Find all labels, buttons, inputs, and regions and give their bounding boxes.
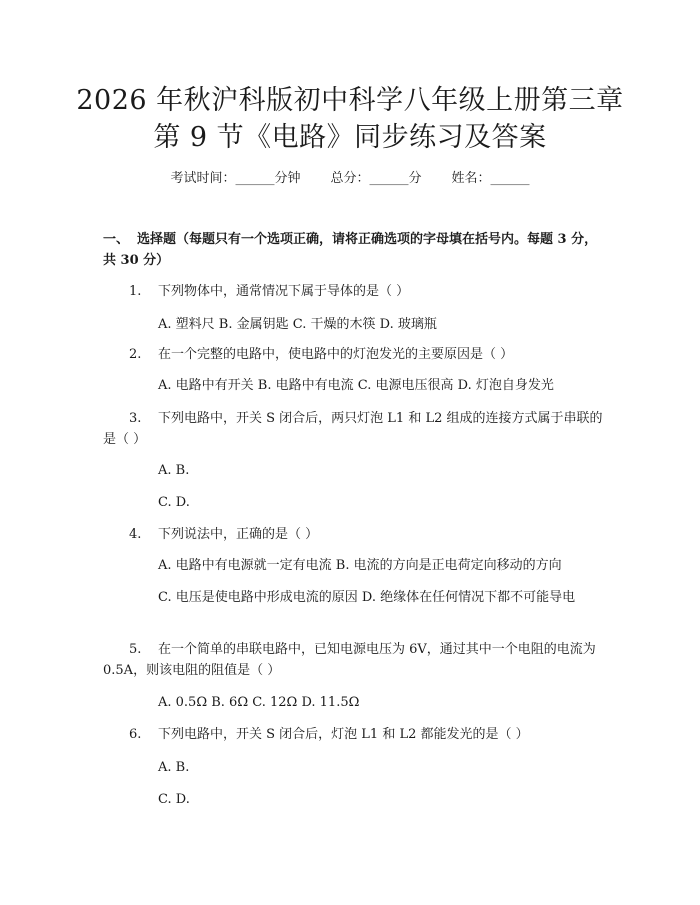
question-number: 3. bbox=[129, 411, 142, 426]
question-3-options-cd: C. D. bbox=[158, 495, 190, 510]
question-text: 在一个完整的电路中，使电路中的灯泡发光的主要原因是（ ） bbox=[158, 347, 514, 362]
question-1 bbox=[103, 281, 603, 302]
question-4 bbox=[103, 524, 603, 545]
exam-time-field: 考试时间：______分钟 bbox=[170, 171, 301, 186]
student-name-field: 姓名：______ bbox=[451, 171, 530, 186]
question-3 bbox=[103, 408, 603, 450]
section-number: 一、 bbox=[103, 232, 130, 247]
question-2 bbox=[103, 344, 603, 365]
question-2-options: A. 电路中有开关 B. 电路中有电流 C. 电源电压很高 D. 灯泡自身发光 bbox=[158, 378, 554, 393]
question-text: 下列电路中，开关 S 闭合后，灯泡 L1 和 L2 都能发光的是（ ） bbox=[158, 727, 529, 742]
question-4-options-cd: C. 电压是使电路中形成电流的原因 D. 绝缘体在任何情况下都不可能导电 bbox=[158, 590, 576, 605]
question-text: 下列说法中，正确的是（ ） bbox=[158, 527, 319, 542]
question-number: 4. bbox=[129, 527, 142, 542]
question-number: 1. bbox=[129, 284, 142, 299]
total-score-field: 总分：______分 bbox=[330, 171, 422, 186]
question-4-options-ab: A. 电路中有电源就一定有电流 B. 电流的方向是正电荷定向移动的方向 bbox=[158, 558, 562, 573]
question-text: 在一个简单的串联电路中，已知电源电压为 6V，通过其中一个电阻的电流为 0.5A，则该电阻的阻值是（ ） bbox=[103, 642, 596, 678]
question-6 bbox=[103, 724, 603, 745]
section-heading bbox=[103, 229, 603, 271]
document-title-line-1: 2026 年秋沪科版初中科学八年级上册第三章 bbox=[76, 85, 624, 116]
question-number: 2. bbox=[129, 347, 142, 362]
question-5-options: A. 0.5Ω B. 6Ω C. 12Ω D. 11.5Ω bbox=[158, 695, 360, 710]
question-text: 下列物体中，通常情况下属于导体的是（ ） bbox=[158, 284, 410, 299]
question-6-options-cd: C. D. bbox=[158, 792, 190, 807]
question-1-options: A. 塑料尺 B. 金属钥匙 C. 干燥的木筷 D. 玻璃瓶 bbox=[158, 317, 437, 332]
document-title-line-2: 第 9 节《电路》同步练习及答案 bbox=[153, 122, 547, 153]
question-6-options-ab: A. B. bbox=[158, 760, 190, 775]
question-number: 5. bbox=[129, 642, 142, 657]
exam-info bbox=[0, 170, 700, 188]
section-instructions: 选择题（每题只有一个选项正确，请将正确选项的字母填在括号内。每题 3 分，共 30 分） bbox=[103, 232, 598, 268]
question-5 bbox=[103, 639, 603, 681]
question-3-options-ab: A. B. bbox=[158, 463, 190, 478]
question-text: 下列电路中，开关 S 闭合后，两只灯泡 L1 和 L2 组成的连接方式属于串联的是（ ） bbox=[103, 411, 603, 447]
question-number: 6. bbox=[129, 727, 142, 742]
